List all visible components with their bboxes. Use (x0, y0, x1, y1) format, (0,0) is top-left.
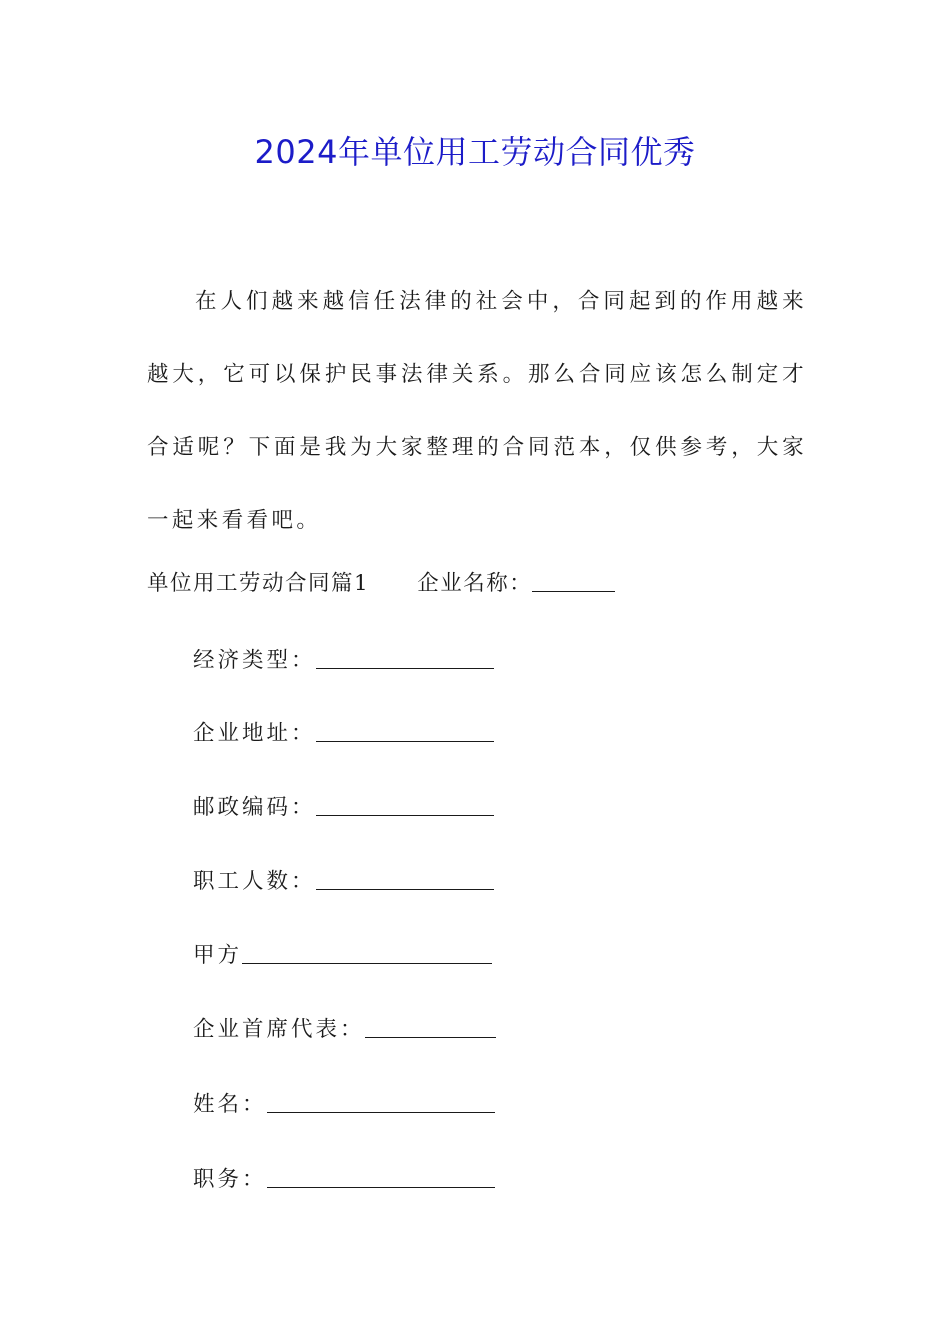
section-heading-line (147, 566, 807, 602)
economic-type-field (193, 643, 494, 679)
section-heading: 单位用工劳动合同篇1 (147, 571, 370, 596)
intro-paragraph: 在人们越来越信任法律的社会中，合同起到的作用越来越大，它可以保护民事法律关系。那么合同应该怎么制定才合适呢？下面是我为大家整理的合同范本，仅供参考，大家一起来看看吧。 (147, 289, 807, 533)
name-label: 姓名： (193, 1092, 267, 1117)
party-a-blank[interactable] (242, 939, 492, 964)
employee-count-field (193, 864, 494, 900)
postal-code-blank[interactable] (316, 791, 494, 816)
postal-code-label: 邮政编码： (193, 795, 316, 820)
party-a-field (193, 938, 492, 974)
employee-count-label: 职工人数： (193, 869, 316, 894)
position-field (193, 1162, 495, 1198)
company-address-field (193, 716, 494, 752)
document-title: 2024年单位用工劳动合同优秀 (254, 133, 696, 171)
chief-representative-field (193, 1012, 496, 1048)
name-blank[interactable] (267, 1088, 495, 1113)
position-label: 职务： (193, 1167, 267, 1192)
name-field (193, 1087, 495, 1123)
postal-code-field (193, 790, 494, 826)
employee-count-blank[interactable] (316, 865, 494, 890)
economic-type-blank[interactable] (316, 644, 494, 669)
company-address-label: 企业地址： (193, 721, 316, 746)
company-name-blank[interactable] (532, 567, 615, 592)
economic-type-label: 经济类型： (193, 648, 316, 673)
chief-representative-blank[interactable] (365, 1013, 496, 1038)
position-blank[interactable] (267, 1163, 495, 1188)
company-name-label: 企业名称： (417, 571, 533, 596)
party-a-label: 甲方 (193, 943, 243, 968)
company-address-blank[interactable] (316, 717, 494, 742)
chief-representative-label: 企业首席代表： (193, 1017, 365, 1042)
